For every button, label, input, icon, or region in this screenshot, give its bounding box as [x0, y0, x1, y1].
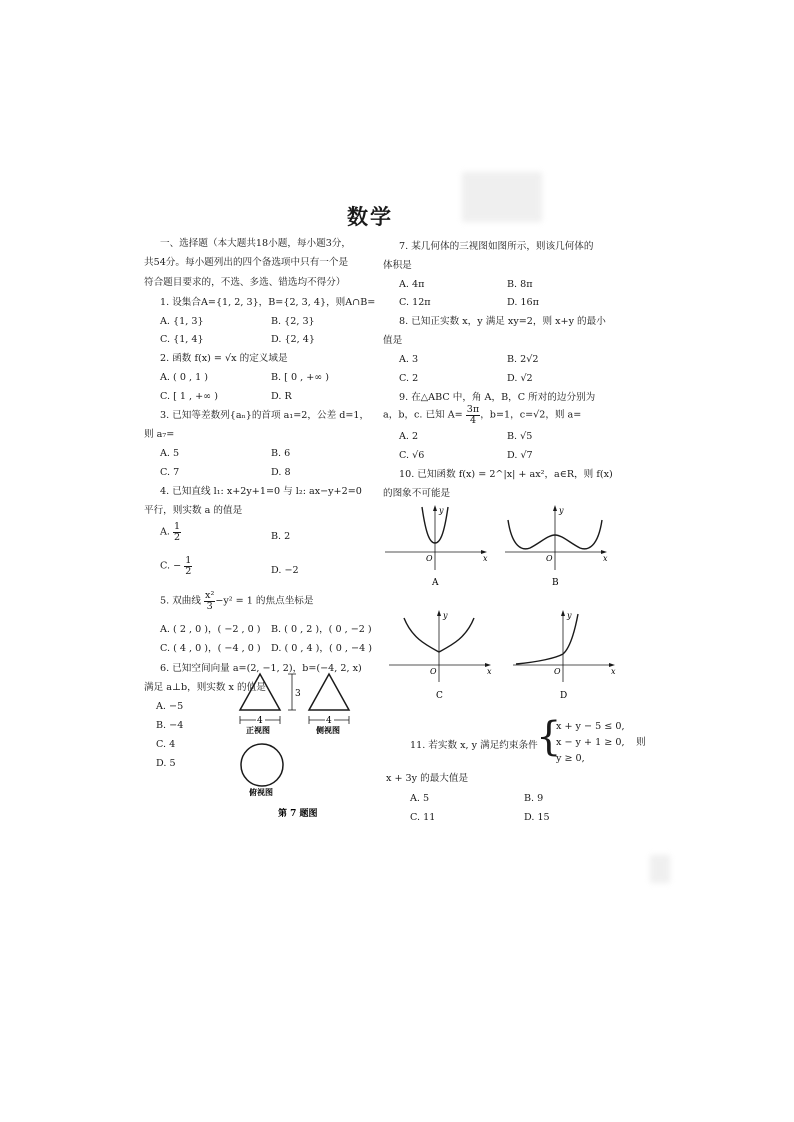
q9-option-b: B. √5: [507, 431, 533, 442]
question-9-stem: a，b，c. 已知 A= $\frac{3\pi}{4}$ ，b=1，c=√2，则 a=: [383, 404, 582, 426]
origin-label: O: [430, 667, 437, 676]
question-1-stem: 1. 设集合A={1, 2, 3}，B={2, 3, 4}，则A∩B=: [160, 297, 376, 308]
q4-option-d: D. −2: [271, 565, 299, 576]
q1-option-c: C. {1, 4}: [160, 334, 204, 345]
q1-option-a: A. {1, 3}: [160, 316, 204, 327]
question-6-stem: 满足 a⊥b，则实数 x 的值是: [144, 682, 266, 693]
q11-option-d: D. 15: [524, 812, 550, 823]
question-8-stem: 值是: [383, 335, 403, 346]
front-width-label: 4: [257, 716, 263, 726]
q11-option-c: C. 11: [410, 812, 436, 823]
q3-option-a: A. 5: [160, 448, 180, 459]
q8-option-d: D. √2: [507, 373, 533, 384]
x-axis-label: x: [483, 554, 488, 563]
q2-option-b: B. [ 0 , +∞ ): [271, 372, 330, 383]
figure-caption: 第 7 题图: [278, 809, 318, 819]
q8-option-b: B. 2√2: [507, 354, 539, 365]
fraction: $\frac{\text{x²}}{3}$: [205, 590, 215, 612]
q11-option-a: A. 5: [410, 793, 430, 804]
question-3-stem: 3. 已知等差数列{aₙ}的首项 a₁=2，公差 d=1，: [160, 410, 370, 421]
q11-option-b: B. 9: [524, 793, 544, 804]
y-axis-label: y: [443, 611, 448, 620]
question-9-stem: 9. 在△ABC 中，角 A，B，C 所对的边分别为: [399, 392, 596, 403]
question-11-stem: 11. 若实数 x, y 满足约束条件: [410, 740, 538, 751]
q2-option-a: A. ( 0 , 1 ): [160, 372, 208, 383]
q1-option-b: B. {2, 3}: [271, 316, 315, 327]
section-header-line: 一、选择题（本大题共18小题，每小题3分，: [160, 238, 351, 249]
top-view-label: 俯视图: [249, 787, 273, 797]
q3-option-c: C. 7: [160, 467, 180, 478]
q9-option-c: C. √6: [399, 450, 425, 461]
x-axis-label: x: [603, 554, 608, 563]
question-6-stem: 6. 已知空间向量 a=(2, −1, 2)，b=(−4, 2, x): [160, 663, 362, 674]
q5-option-a: A. ( 2 , 0 )，( −2 , 0 ): [160, 624, 261, 635]
origin-label: O: [554, 667, 561, 676]
q9-option-d: D. √7: [507, 450, 533, 461]
side-width-label: 4: [326, 716, 332, 726]
q9-option-a: A. 2: [399, 431, 419, 442]
question-8-stem: 8. 已知正实数 x，y 满足 xy=2，则 x+y 的最小: [399, 316, 606, 327]
question-10-stem: 10. 已知函数 f(x) = 2^|x| + ax²，a∈R，则 f(x): [399, 469, 613, 480]
option-prefix: C. −: [160, 560, 182, 572]
question-5-stem: 5. 双曲线 $\frac{\text{x²}}{3}$ −y² = 1 的焦点坐标是: [160, 590, 314, 612]
y-axis-label: y: [439, 506, 444, 515]
q3-option-d: D. 8: [271, 467, 291, 478]
q4-option-b: B. 2: [271, 531, 291, 542]
graph-label: C: [436, 691, 443, 701]
height-label: 3: [295, 689, 301, 699]
q6-option-c: C. 4: [156, 739, 176, 750]
q6-option-a: A. −5: [156, 701, 184, 712]
origin-label: O: [426, 554, 433, 563]
question-7-stem: 7. 某几何体的三视图如图所示，则该几何体的: [399, 241, 594, 252]
constraint-1: x + y − 5 ≤ 0,: [556, 721, 625, 732]
question-2-stem: 2. 函数 f(x) = √x 的定义域是: [160, 353, 288, 364]
q8-option-a: A. 3: [399, 354, 419, 365]
side-view-label: 侧视图: [316, 725, 340, 735]
x-axis-label: x: [487, 667, 492, 676]
graph-label: A: [432, 578, 439, 588]
q2-option-d: D. R: [271, 391, 292, 402]
question-11-stem-end: 则: [636, 737, 646, 748]
question-7-stem: 体积是: [383, 260, 412, 271]
section-header-line: 符合题目要求的，不选、多选、错选均不得分）: [144, 277, 346, 288]
question-11-stem: x + 3y 的最大值是: [386, 773, 469, 784]
question-3-stem: 则 a₇=: [144, 429, 175, 440]
graph-label: B: [552, 578, 559, 588]
page-title: 数学: [347, 205, 393, 229]
q5-option-c: C. ( 4 , 0 )，( −4 , 0 ): [160, 643, 261, 654]
fraction: $\frac{3\pi}{4}$: [466, 404, 480, 426]
front-view-label: 正视图: [246, 725, 270, 735]
question-4-stem: 4. 已知直线 l₁: x+2y+1=0 与 l₂: ax−y+2=0: [160, 486, 362, 497]
graph-label: D: [560, 691, 568, 701]
q7-option-c: C. 12π: [399, 297, 431, 308]
q6-option-b: B. −4: [156, 720, 184, 731]
option-prefix: A.: [160, 526, 170, 538]
constraint-2: x − y + 1 ≥ 0,: [556, 737, 625, 748]
q2-option-c: C. [ 1 , +∞ ): [160, 391, 218, 402]
constraint-brace: {: [536, 714, 562, 760]
q5-option-b: B. ( 0 , 2 )，( 0 , −2 ): [271, 624, 372, 635]
fraction: $\frac{1}{2}$: [174, 521, 181, 543]
q8-option-c: C. 2: [399, 373, 419, 384]
q3-option-b: B. 6: [271, 448, 291, 459]
question-4-stem: 平行，则实数 a 的值是: [144, 505, 243, 516]
q5-option-d: D. ( 0 , 4 )，( 0 , −4 ): [271, 643, 372, 654]
y-axis-label: y: [567, 611, 572, 620]
section-header-line: 共54分。每小题列出的四个备选项中只有一个是: [144, 257, 349, 268]
y-axis-label: y: [559, 506, 564, 515]
origin-label: O: [546, 554, 553, 563]
q7-option-a: A. 4π: [399, 279, 425, 290]
q7-option-d: D. 16π: [507, 297, 539, 308]
question-10-stem: 的图象不可能是: [383, 488, 451, 499]
constraint-3: y ≥ 0,: [556, 753, 585, 764]
q6-option-d: D. 5: [156, 758, 176, 769]
x-axis-label: x: [611, 667, 616, 676]
fraction: $\frac{1}{2}$: [185, 555, 192, 577]
q7-option-b: B. 8π: [507, 279, 533, 290]
q1-option-d: D. {2, 4}: [271, 334, 315, 345]
